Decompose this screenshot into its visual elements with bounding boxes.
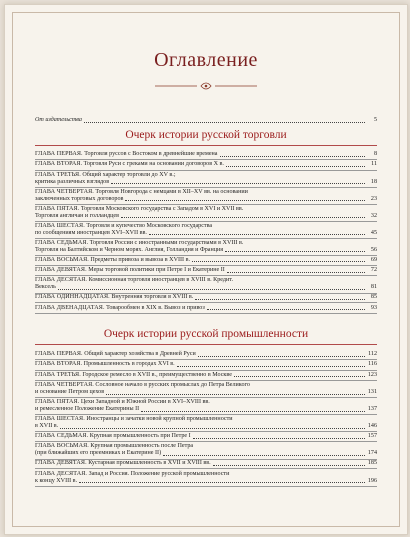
toc-page-number: 8	[373, 151, 377, 157]
chapter-title: Товарообмен в XIX в. Вывоз и привоз	[106, 304, 205, 311]
chapter-heading: ГЛАВА ПЯТАЯ.	[35, 398, 80, 405]
toc-chapter-entry[interactable]	[35, 372, 377, 380]
toc-chapter-entry[interactable]	[35, 240, 377, 255]
toc-page-number: 146	[367, 422, 377, 429]
chapter-divider	[35, 275, 377, 276]
toc-chapter-text	[35, 294, 193, 301]
leader-dots	[207, 309, 365, 310]
toc-page-number: 157	[367, 432, 377, 439]
chapter-divider	[35, 159, 377, 160]
toc-chapter-text	[35, 433, 191, 440]
leader-dots	[60, 428, 365, 429]
leader-dots	[213, 465, 365, 466]
leader-dots	[79, 482, 365, 483]
chapter-title-continued: в XVII в.	[35, 422, 59, 429]
chapter-heading: ГЛАВА ДЕВЯТАЯ.	[35, 460, 87, 467]
toc-page-number: 18	[370, 178, 377, 185]
chapter-divider	[35, 380, 377, 381]
chapter-title-continued: Торговля на Балтийском и Черном морях. Англия, Голландия и Франция	[35, 246, 224, 253]
toc-page-number: 32	[370, 212, 377, 219]
toc-page-number: 11	[371, 161, 377, 168]
chapter-title-continued: Вексель	[35, 284, 56, 291]
toc-chapter-line	[35, 433, 377, 440]
chapter-heading: ГЛАВА ДЕСЯТАЯ.	[35, 470, 88, 477]
section-rule	[35, 145, 377, 146]
leader-dots	[163, 455, 365, 456]
chapter-title: Торговля России с иностранными государствами в XVIII в.	[89, 239, 244, 246]
chapter-title-continued: (при ближайших его преемниках и Екатерине II)	[35, 450, 162, 457]
toc-chapter-text	[35, 305, 205, 312]
leader-dots	[121, 217, 365, 218]
toc-chapter-entry[interactable]	[35, 267, 377, 275]
toc-page-number: 116	[368, 361, 377, 368]
toc-page-number: 81	[370, 284, 377, 291]
toc-chapter-line	[35, 294, 377, 301]
page-title: Оглавление	[154, 49, 258, 71]
leader-dots	[195, 299, 365, 300]
toc-chapter-line	[35, 179, 377, 186]
toc-chapter-line	[35, 267, 377, 274]
chapter-heading: ГЛАВА СЕДЬМАЯ.	[35, 239, 89, 246]
toc-page-number: 174	[367, 450, 377, 457]
toc-chapter-text	[35, 267, 225, 274]
leader-dots	[198, 356, 365, 357]
toc-chapter-text	[35, 257, 190, 264]
chapter-title-continued: к концу XVIII в.	[35, 477, 78, 484]
leader-dots	[220, 156, 366, 157]
toc-chapter-text	[35, 161, 224, 168]
book-page	[4, 4, 408, 535]
chapter-title: Иностранцы и зачатки новой крупной промышленности	[86, 415, 233, 422]
toc-chapter-line	[35, 213, 377, 220]
toc-chapter-entry[interactable]	[35, 361, 377, 369]
section-title-industry: Очерк истории русской промышленности	[103, 328, 309, 340]
chapter-title: Предметы привоза и вывоза в XVIII в.	[90, 256, 190, 263]
leader-dots	[193, 438, 365, 439]
toc-chapter-line	[35, 450, 377, 457]
chapter-divider	[35, 370, 377, 371]
chapter-heading: ГЛАВА ЧЕТВЕРТАЯ.	[35, 381, 94, 388]
chapter-title: Крупная промышленность при Петре I	[89, 432, 191, 439]
leader-dots	[58, 289, 365, 290]
leader-dots	[84, 122, 365, 123]
chapter-heading: ГЛАВА ШЕСТАЯ.	[35, 415, 85, 422]
toc-chapter-line	[35, 423, 377, 430]
chapter-title: Цехи Западной и Южной России в XVI–XVIII вв.	[80, 398, 210, 405]
toc-chapter-line	[35, 230, 377, 237]
chapter-title: Городское ремесло в XVII в., преимущественно в Москве	[82, 371, 232, 378]
leader-dots	[111, 183, 365, 184]
toc-page-number: 196	[367, 477, 377, 484]
chapter-title-continued: Торговля англичан и голландцев	[35, 212, 120, 219]
toc-chapter-entry[interactable]	[35, 460, 377, 468]
chapter-title-continued: заключенных торговых договоров	[35, 195, 124, 202]
chapter-heading: ГЛАВА СЕДЬМАЯ.	[35, 432, 89, 439]
toc-chapter-line	[35, 305, 377, 312]
toc-chapter-text	[35, 351, 196, 358]
chapter-title: Сословное начало в русских промыслах до Петра Великого	[95, 381, 250, 388]
chapter-heading: ГЛАВА ПЕРВАЯ.	[35, 151, 83, 157]
chapter-title: Внутренняя торговля в XVIII в.	[111, 294, 194, 301]
toc-chapter-entry[interactable]	[35, 443, 377, 458]
toc-chapter-entry[interactable]	[35, 151, 377, 159]
toc-chapter-text	[35, 460, 211, 467]
chapter-title: Промышленность в городах XVI в.	[83, 361, 175, 368]
toc-chapter-entry[interactable]	[35, 416, 377, 431]
toc-chapter-line	[35, 151, 377, 158]
toc-chapter-entry[interactable]	[35, 305, 377, 313]
chapter-title: Крупная промышленность после Петра	[90, 443, 194, 450]
toc-chapter-entry[interactable]	[35, 351, 377, 359]
chapter-title: Комиссионная торговля иностранцев в XVIII в. Кредит.	[88, 277, 233, 284]
leader-dots	[227, 272, 365, 273]
chapter-heading: ГЛАВА ДВЕНАДЦАТАЯ.	[35, 304, 105, 311]
toc-chapter-entry[interactable]	[35, 172, 377, 187]
toc-chapter-line	[35, 284, 377, 291]
toc-chapter-entry[interactable]	[35, 189, 377, 204]
chapter-title: Торговля Новгорода с немцами в XII–XV вв. на основании	[95, 188, 248, 195]
toc-entry-intro[interactable]	[35, 117, 377, 124]
chapter-title-continued: по сообщениям иностранцев XVI–XVII вв.	[35, 229, 147, 236]
leader-dots	[141, 411, 365, 412]
chapter-heading: ГЛАВА ТРЕТЬЯ.	[35, 371, 81, 378]
toc-page-number: 56	[370, 246, 377, 253]
toc-page-number: 93	[370, 304, 377, 311]
chapter-divider	[35, 313, 377, 314]
toc-chapter-entry[interactable]	[35, 206, 377, 221]
toc-chapter-entry[interactable]	[35, 223, 377, 238]
leader-dots	[234, 376, 365, 377]
chapter-title: Торговля Московского государства с Западом в XVI и XVII вв.	[80, 205, 244, 212]
chapter-heading: ГЛАВА ВТОРАЯ.	[35, 161, 83, 168]
chapter-title: Общий характер хозяйства в Древней Руси	[84, 351, 196, 357]
toc-chapter-line	[35, 361, 377, 368]
toc-chapter-line	[35, 372, 377, 379]
chapter-heading: ГЛАВА ПЯТАЯ.	[35, 205, 80, 212]
chapter-divider	[35, 486, 377, 487]
table-of-contents	[35, 5, 377, 534]
toc-chapter-entry[interactable]	[35, 257, 377, 265]
leader-dots	[225, 251, 365, 252]
chapter-title-continued: критика различных взглядов	[35, 178, 110, 185]
chapter-title: Торговля и купечество Московского государства	[86, 222, 213, 229]
toc-page-number: 112	[368, 351, 377, 357]
chapter-heading: ГЛАВА ПЕРВАЯ.	[35, 351, 83, 357]
chapter-divider	[35, 359, 377, 360]
toc-page-number: 23	[370, 195, 377, 202]
toc-page-number: 85	[370, 294, 377, 301]
chapter-title: Торговля Руси с греками на основании договоров Х в.	[83, 161, 224, 168]
toc-chapter-entry[interactable]	[35, 471, 377, 486]
toc-chapter-text	[35, 372, 232, 379]
chapter-heading: ГЛАВА ДЕСЯТАЯ.	[35, 277, 88, 284]
chapter-title: Кустарная промышленность в XVII и XVIII вв.	[88, 460, 211, 467]
chapter-heading: ГЛАВА ВОСЬМАЯ.	[35, 443, 89, 450]
chapter-divider	[35, 468, 377, 469]
toc-page-number: 45	[370, 229, 377, 236]
chapter-heading: ГЛАВА ОДИННАДЦАТАЯ.	[35, 294, 110, 301]
toc-entry-label: От издательства	[35, 117, 82, 123]
chapter-divider	[35, 265, 377, 266]
chapter-heading: ГЛАВА ВОСЬМАЯ.	[35, 256, 89, 263]
toc-chapter-line	[35, 389, 377, 396]
chapter-title: Запад и Россия. Положение русской промышленности	[88, 470, 230, 477]
toc-chapter-text	[35, 151, 218, 158]
toc-chapter-entry[interactable]	[35, 399, 377, 414]
toc-chapter-entry[interactable]	[35, 382, 377, 397]
toc-page-number: 131	[367, 388, 377, 395]
toc-chapter-line	[35, 406, 377, 413]
toc-page-number: 5	[373, 117, 377, 123]
leader-dots	[192, 261, 365, 262]
chapter-title-continued: и ремесленное Положение Екатерины II	[35, 405, 140, 412]
toc-page-number: 185	[367, 460, 377, 467]
chapter-title: Меры торговой политики при Петре I и Екатерине II	[88, 266, 225, 273]
chapter-divider	[35, 441, 377, 442]
leader-dots	[226, 166, 365, 167]
leader-dots	[106, 394, 365, 395]
toc-chapter-entry[interactable]	[35, 161, 377, 169]
chapter-divider	[35, 302, 377, 303]
toc-chapter-line	[35, 478, 377, 485]
toc-page-number: 69	[370, 256, 377, 263]
chapter-heading: ГЛАВА ШЕСТАЯ.	[35, 222, 85, 229]
toc-chapter-line	[35, 247, 377, 254]
chapter-title: Торговля руссов с Востоком в древнейшие времена	[84, 151, 218, 157]
toc-chapter-line	[35, 161, 377, 168]
toc-chapter-entry[interactable]	[35, 277, 377, 292]
section-title-trade: Очерк истории русской торговли	[125, 129, 287, 141]
leader-dots	[125, 200, 365, 201]
toc-page-number: 137	[367, 405, 377, 412]
chapter-heading: ГЛАВА ВТОРАЯ.	[35, 361, 83, 368]
section-rule	[35, 344, 377, 345]
chapter-title: Общий характер торговли до XV в.;	[82, 171, 176, 178]
toc-chapter-line	[35, 257, 377, 264]
toc-chapter-entry[interactable]	[35, 433, 377, 441]
toc-chapter-text	[35, 361, 175, 368]
chapter-heading: ГЛАВА ДЕВЯТАЯ.	[35, 266, 87, 273]
toc-chapter-entry[interactable]	[35, 294, 377, 302]
chapter-heading: ГЛАВА ЧЕТВЕРТАЯ.	[35, 188, 94, 195]
chapter-heading: ГЛАВА ТРЕТЬЯ.	[35, 171, 81, 178]
toc-page-number: 123	[367, 371, 377, 378]
toc-chapter-line	[35, 196, 377, 203]
toc-chapter-line	[35, 351, 377, 358]
leader-dots	[149, 234, 365, 235]
chapter-title-continued: и основание Петром цехов	[35, 388, 105, 395]
chapter-divider	[35, 170, 377, 171]
toc-chapter-line	[35, 460, 377, 467]
leader-dots	[177, 366, 365, 367]
toc-page-number: 72	[370, 266, 377, 273]
